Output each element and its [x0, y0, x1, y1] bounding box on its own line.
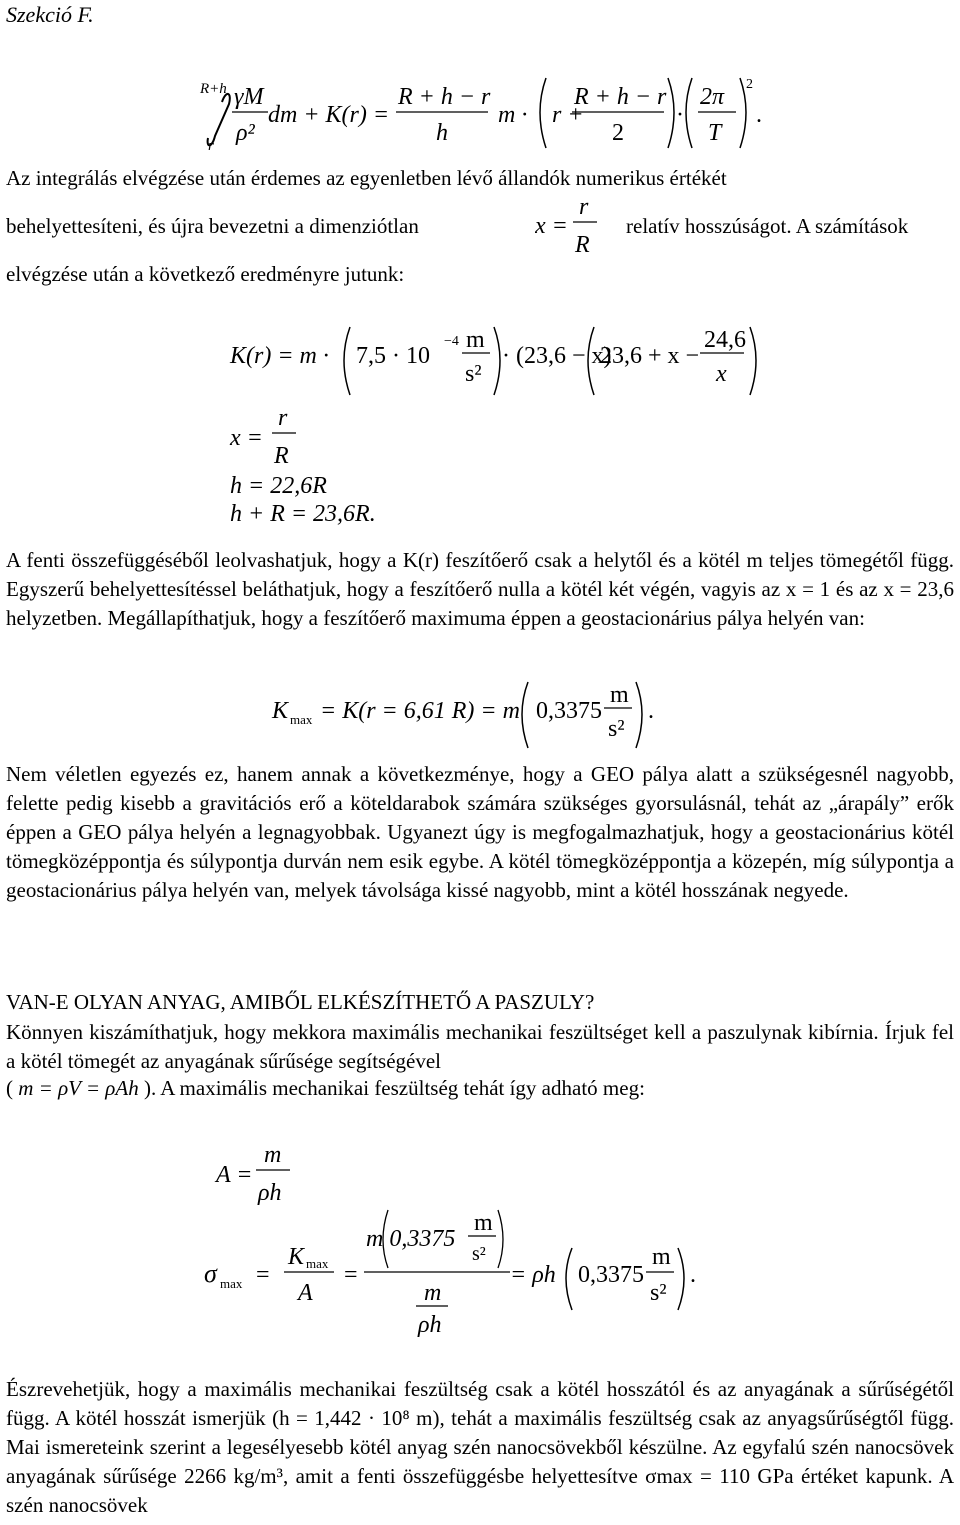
eq1-frac2-num: R + h − r [398, 84, 491, 110]
svg-text:h + R = 23,6R.: h + R = 23,6R. [230, 501, 376, 525]
svg-text:m: m [466, 327, 485, 353]
svg-text:K(r) = m ·: K(r) = m · [230, 343, 329, 369]
section-header: Szekció F. [6, 2, 94, 27]
paragraph-5: Észrevehetjük, hogy a maximális mechanikai feszültség csak a kötél hosszától és az anyagának a sűrűségétől függ. A kötél hosszát ismerjük (h = 1,442 · 10⁸ m), tehát a maximális feszültség csak az anyagsűrűségtől függ. Mai ismereteink szerint a legesélyesebb kötél anyag szén nanocsövekből készülne. Az egyfalú szén nanocsövek anyagának sűrűsége 2266 kg/m³, amit a fenti összefüggésbe helyettesítve σmax = 110 GPa értéket kapunk. A szén nanocsövek [6, 1377, 954, 1517]
section-heading: VAN-E OLYAN ANYAG, AMIBŐL ELKÉSZÍTHETŐ A PASZULY? [6, 990, 595, 1014]
svg-text:23,6 + x −: 23,6 + x − [600, 343, 700, 369]
svg-text:.: . [648, 698, 654, 724]
paragraph-1b-right: relatív hosszúságot. A számítások [626, 214, 909, 238]
integral-upper-limit: R+h [200, 81, 227, 97]
svg-text:s²: s² [650, 1280, 667, 1306]
equation-block-K [0, 285, 960, 525]
eq1-frac2-den: h [436, 120, 448, 146]
inline-x-definition [535, 190, 625, 260]
eq1-m: m · [498, 102, 528, 128]
svg-text:= K(r = 6,61 R) = m: = K(r = 6,61 R) = m [320, 698, 520, 724]
svg-text:σ: σ [204, 1259, 217, 1288]
paragraph-1c: elvégzése után a következő eredményre jutunk: [6, 262, 405, 286]
svg-text:2: 2 [746, 77, 753, 92]
svg-text:7,5 · 10: 7,5 · 10 [356, 343, 430, 369]
svg-text:A: A [298, 1280, 313, 1306]
svg-text:r: r [579, 194, 589, 220]
eq1-frac1-num: γM [234, 84, 264, 110]
mass-definition: m = ρV = ρAh [18, 1076, 139, 1100]
svg-text:r: r [278, 405, 288, 431]
paragraph-2: A fenti összefüggéséből leolvashatjuk, hogy a K(r) feszítőerő csak a helytől és a kötél m teljes tömegétől függ. Egyszerű behelyettesítéssel beláthatjuk, hogy a feszítőerő nulla a kötél két végén, vagyis az x = 1 és az x = 23,6 helyzetben. Megállapíthatjuk, hogy a feszítőerő maximuma éppen a geostacionárius pálya helyén van: [6, 548, 954, 630]
eq1-frac3-den: 2 [612, 120, 624, 146]
paragraph-4a: Könnyen kiszámíthatjuk, hogy mekkora maximális mechanikai feszültséget kell a paszulynak kibírnia. Írjuk fel a kötél tömegét az anyagának sűrűsége segítségével [6, 1020, 954, 1073]
equation-Kmax [0, 672, 960, 752]
svg-text:h = 22,6R: h = 22,6R [230, 473, 327, 499]
svg-text:·: · [676, 102, 684, 128]
svg-text:s²: s² [608, 716, 625, 742]
svg-text:24,6: 24,6 [704, 327, 746, 353]
svg-text:.: . [690, 1262, 696, 1288]
svg-text:m: m [264, 1142, 282, 1168]
paragraph-3: Nem véletlen egyezés ez, hanem annak a következménye, hogy a GEO pálya alatt a szükségesnél nagyobb, felette pedig kisebb a gravitációs erő a köteldarabok számára szükséges gyorsulásnál, tehát az „árapály” erők éppen a GEO pálya helyén a legnagyobbak. Ugyanezt úgy is megfogalmazhatjuk, hogy a geostacionárius kötél tömegközéppontja és súlypontja durván nem esik egybe. A kötél tömegközéppontja a közepén, míg súlypontja a geostacionárius pálya helyén van, melyek távolsága kissé nagyobb, mint a kötél hosszának negyede. [6, 762, 954, 902]
svg-text:0,3375: 0,3375 [578, 1262, 644, 1288]
svg-text:A =: A = [216, 1162, 253, 1188]
svg-text:R: R [274, 443, 289, 469]
svg-text:K: K [272, 698, 289, 724]
svg-text:max: max [220, 1276, 243, 1291]
svg-text:(23,6 − x): (23,6 − x) [516, 343, 612, 369]
eq1-paren-r: r + [552, 102, 584, 128]
equation-sigma-max [0, 1200, 960, 1360]
svg-text:x =: x = [230, 425, 263, 451]
eq1-mid: dm + K(r) = [268, 102, 390, 128]
svg-text:m: m [652, 1244, 671, 1270]
svg-text:m: m [474, 1210, 493, 1236]
svg-text:ρh: ρh [258, 1180, 282, 1206]
svg-text:.: . [756, 102, 762, 128]
svg-text:−4: −4 [444, 334, 459, 349]
paragraph-1b-left: behelyettesíteni, és újra bevezetni a dimenziótlan [6, 214, 419, 238]
integral-lower-limit: r [208, 138, 214, 154]
svg-text:x: x [716, 361, 727, 387]
svg-text:0,3375: 0,3375 [536, 698, 602, 724]
svg-text:m 0,3375: m 0,3375 [366, 1226, 456, 1252]
svg-text:s²: s² [472, 1243, 486, 1265]
equation-integral [0, 0, 960, 165]
svg-text:=: = [256, 1262, 270, 1288]
svg-text:K: K [288, 1244, 305, 1270]
eq1-frac3-num: R + h − r [574, 84, 667, 110]
eq1-frac1-den: ρ² [236, 120, 255, 146]
svg-text:s²: s² [465, 361, 482, 387]
eq1-frac4-den: T [708, 120, 722, 146]
svg-text:m: m [424, 1280, 442, 1306]
svg-text:=: = [344, 1262, 358, 1288]
paragraph-4b-line: ( m = ρV = ρAh ). A maximális mechanikai feszültség tehát így adható meg: [6, 1076, 645, 1100]
svg-text:m: m [610, 682, 629, 708]
svg-text:R: R [575, 232, 590, 258]
svg-text:max: max [290, 712, 313, 727]
svg-text:x =: x = [535, 213, 568, 239]
eq1-frac4-num: 2π [700, 84, 725, 110]
svg-text:·: · [502, 343, 510, 369]
paragraph-1a: Az integrálás elvégzése után érdemes az egyenletben lévő állandók numerikus értékét [6, 166, 727, 190]
svg-text:max: max [306, 1256, 329, 1271]
svg-text:ρh: ρh [418, 1312, 442, 1338]
svg-text:= ρh: = ρh [510, 1262, 556, 1288]
